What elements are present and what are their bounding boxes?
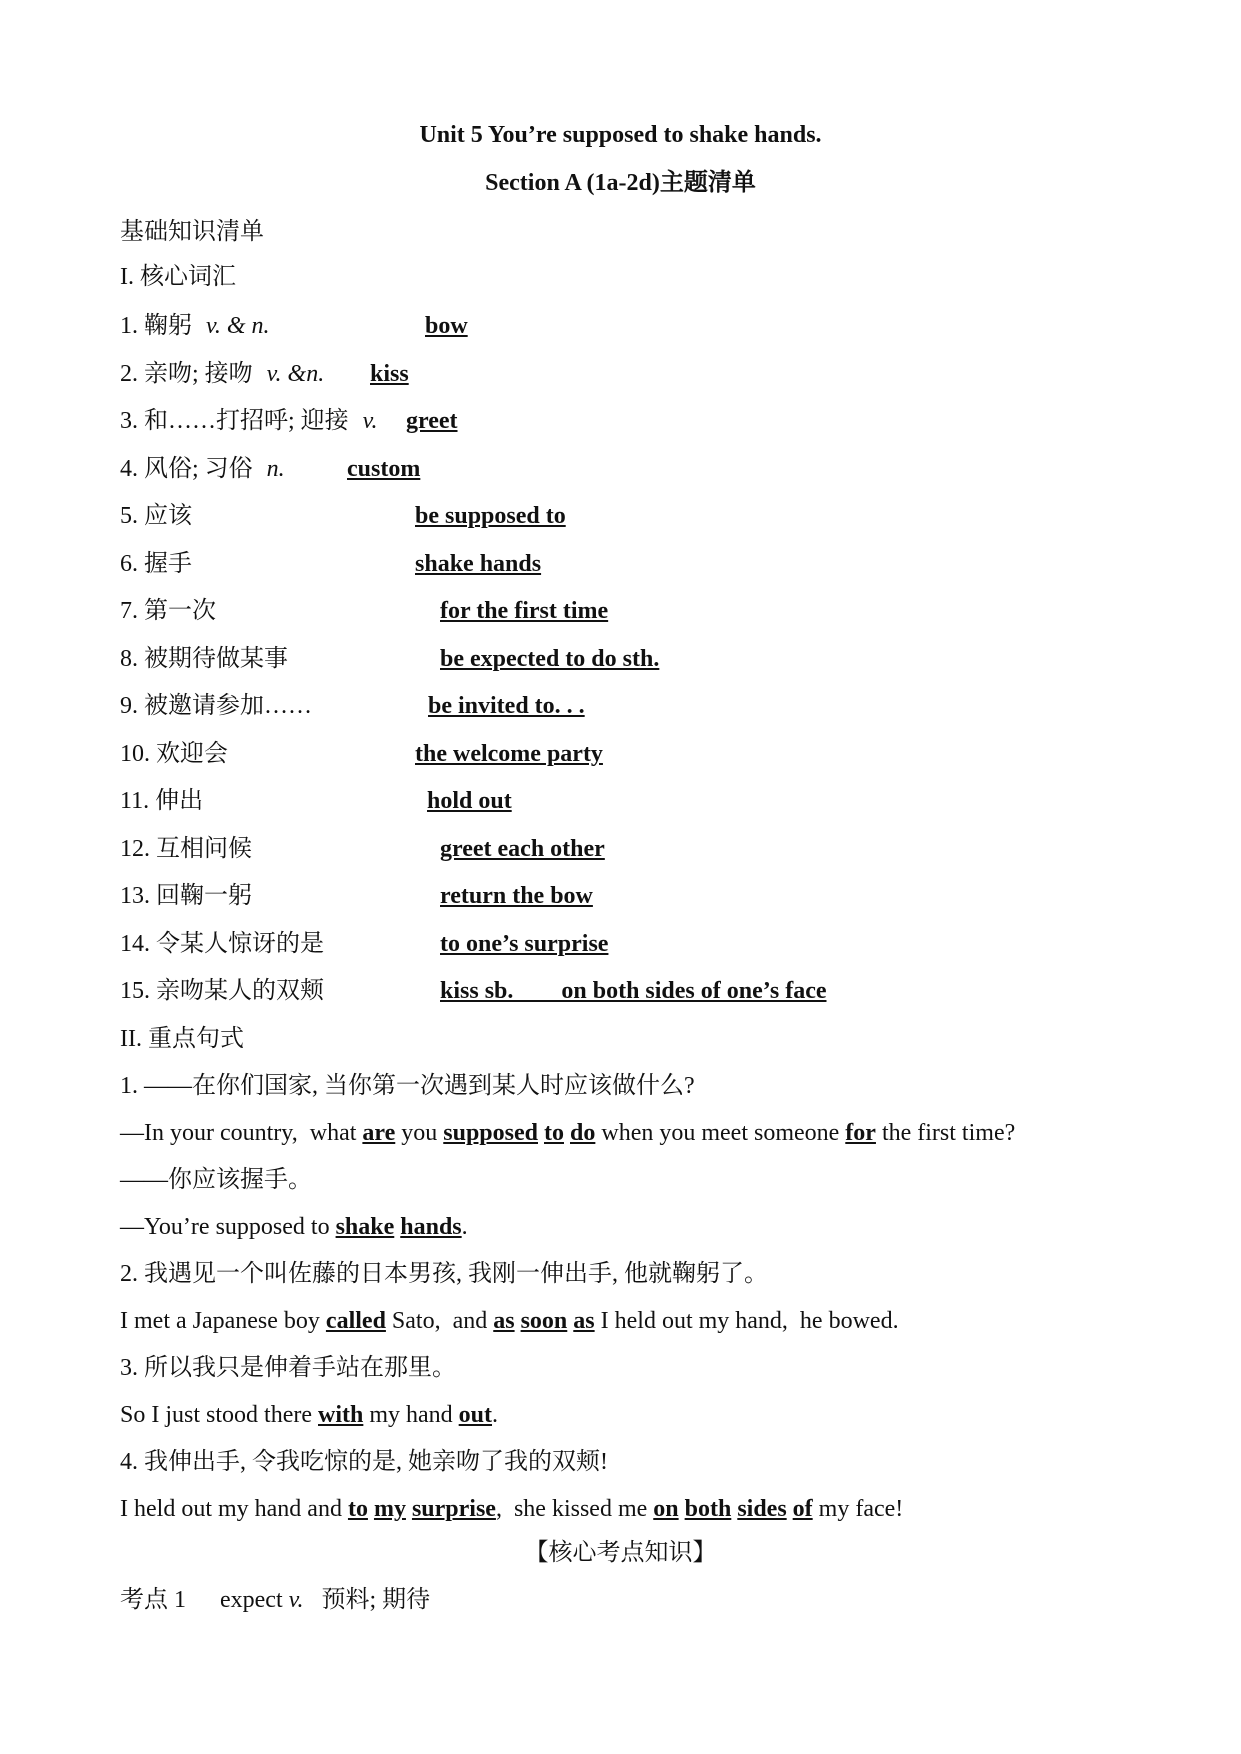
- vocab-chinese: 欢迎会: [156, 741, 228, 767]
- sentence-text: I met a Japanese boy: [120, 1308, 326, 1334]
- vocab-number: 15.: [120, 978, 156, 1004]
- vocab-answer: kiss: [370, 361, 409, 387]
- vocab-number: 11.: [120, 788, 156, 814]
- vocab-number: 2.: [120, 361, 144, 387]
- sentence-text: So I just stood there: [120, 1402, 318, 1428]
- answer-blank: both: [684, 1496, 732, 1522]
- vocab-answer: bow: [425, 313, 468, 339]
- vocab-number: 13.: [120, 883, 156, 909]
- vocab-chinese: 风俗; 习俗: [144, 456, 253, 482]
- vocab-answer: shake hands: [415, 551, 542, 577]
- answer-blank: as: [493, 1308, 515, 1334]
- answer-blank: on: [653, 1496, 679, 1522]
- answer-blank: my: [373, 1496, 406, 1522]
- sentence-text: my face!: [812, 1496, 904, 1522]
- answer-blank: of: [792, 1496, 813, 1522]
- answer-blank: to: [544, 1120, 564, 1146]
- vocab-part-of-speech: n.: [266, 456, 285, 482]
- vocab-answer: for the first time: [440, 598, 609, 624]
- vocab-item: [120, 739, 228, 769]
- vocab-heading: I. 核心词汇: [120, 264, 236, 290]
- page-title: Unit 5 You’re supposed to shake hands.: [419, 122, 822, 148]
- vocab-item: [120, 834, 252, 864]
- sentence-english: [120, 1212, 468, 1242]
- answer-blank: surprise: [411, 1496, 496, 1522]
- exam-point-1: [120, 1585, 430, 1615]
- vocab-answer: greet: [406, 408, 458, 434]
- answer-blank: sides: [737, 1496, 787, 1522]
- vocab-answer: return the bow: [440, 883, 593, 909]
- sentence-english: [120, 1306, 899, 1336]
- vocab-item: [120, 501, 192, 531]
- vocab-chinese: 亲吻; 接吻: [144, 361, 253, 387]
- vocab-number: 3.: [120, 408, 144, 434]
- vocab-answer: be expected to do sth.: [440, 646, 660, 672]
- sentence-chinese: ——你应该握手。: [120, 1167, 312, 1193]
- page-subtitle: Section A (1a-2d)主题清单: [485, 170, 756, 196]
- vocab-number: 6.: [120, 551, 144, 577]
- basic-knowledge-heading: 基础知识清单: [120, 219, 264, 245]
- core-points-heading: 【核心考点知识】: [524, 1540, 717, 1566]
- vocab-chinese: 应该: [144, 503, 192, 529]
- answer-blank: with: [318, 1402, 364, 1428]
- sentence-text: .: [461, 1214, 468, 1240]
- vocab-number: 5.: [120, 503, 144, 529]
- vocab-number: 10.: [120, 741, 156, 767]
- vocab-chinese: 鞠躬: [144, 313, 192, 339]
- vocab-answer: to one’s surprise: [440, 931, 609, 957]
- sentences-heading: II. 重点句式: [120, 1026, 244, 1052]
- vocab-part-of-speech: v. &n.: [266, 361, 325, 387]
- vocab-item: [120, 311, 270, 341]
- answer-blank: to: [347, 1496, 368, 1522]
- sentence-text: .: [492, 1402, 499, 1428]
- vocab-item: [120, 406, 378, 436]
- sentence-chinese: 2. 我遇见一个叫佐藤的日本男孩, 我刚一伸出手, 他就鞠躬了。: [120, 1261, 768, 1287]
- vocab-item: [120, 691, 312, 721]
- vocab-answer: be supposed to: [415, 503, 566, 529]
- vocab-answer: the welcome party: [415, 741, 603, 767]
- sentence-english: [120, 1400, 498, 1430]
- answer-blank: for: [845, 1120, 876, 1146]
- sentence-text: —You’re supposed to: [120, 1214, 336, 1240]
- vocab-chinese: 被邀请参加……: [144, 693, 312, 719]
- vocab-number: 14.: [120, 931, 156, 957]
- sentence-english: [120, 1118, 1015, 1148]
- vocab-chinese: 和……打招呼; 迎接: [144, 408, 349, 434]
- sentence-text: I held out my hand, he bowed.: [594, 1308, 899, 1334]
- vocab-number: 1.: [120, 313, 144, 339]
- answer-blank: out: [458, 1402, 493, 1428]
- vocab-chinese: 互相问候: [156, 836, 252, 862]
- exam-point-pos: v.: [288, 1587, 304, 1613]
- vocab-chinese: 伸出: [155, 788, 204, 814]
- vocab-answer: be invited to. . .: [428, 693, 585, 719]
- vocab-chinese: 第一次: [144, 598, 216, 624]
- vocab-part-of-speech: v. & n.: [206, 313, 270, 339]
- vocab-chinese: 被期待做某事: [144, 646, 288, 672]
- exam-point-label: 考点 1: [120, 1587, 186, 1613]
- sentence-text: Sato, and: [385, 1308, 494, 1334]
- answer-blank: as: [573, 1308, 595, 1334]
- exam-point-word: expect: [220, 1587, 283, 1613]
- answer-blank: soon: [520, 1308, 568, 1334]
- vocab-number: 12.: [120, 836, 156, 862]
- answer-blank: called: [325, 1308, 386, 1334]
- vocab-item: [120, 786, 203, 816]
- vocab-answer: hold out: [427, 788, 512, 814]
- vocab-chinese: 亲吻某人的双颊: [156, 978, 324, 1004]
- sentence-english: [120, 1494, 903, 1524]
- vocab-item: [120, 596, 216, 626]
- vocab-item: [120, 881, 252, 911]
- vocab-number: 7.: [120, 598, 144, 624]
- vocab-item: [120, 929, 324, 959]
- answer-blank: do: [570, 1120, 596, 1146]
- sentence-text: I held out my hand and: [120, 1496, 348, 1522]
- vocab-item: [120, 549, 192, 579]
- vocab-answer: greet each other: [440, 836, 605, 862]
- answer-blank: hands: [400, 1214, 462, 1240]
- vocab-number: 9.: [120, 693, 144, 719]
- vocab-item: [120, 644, 288, 674]
- answer-blank: shake: [335, 1214, 395, 1240]
- vocab-chinese: 回鞠一躬: [156, 883, 252, 909]
- vocab-number: 8.: [120, 646, 144, 672]
- sentence-chinese: 3. 所以我只是伸着手站在那里。: [120, 1355, 456, 1381]
- exam-point-meaning: 预料; 期待: [321, 1587, 431, 1613]
- sentence-text: when you meet someone: [595, 1120, 846, 1146]
- vocab-chinese: 令某人惊讶的是: [156, 931, 324, 957]
- vocab-item: [120, 454, 285, 484]
- sentence-text: —In your country, what: [120, 1120, 363, 1146]
- answer-blank: supposed: [443, 1120, 538, 1146]
- sentence-chinese: 4. 我伸出手, 令我吃惊的是, 她亲吻了我的双颊!: [120, 1449, 608, 1475]
- vocab-number: 4.: [120, 456, 144, 482]
- answer-blank: are: [362, 1120, 396, 1146]
- vocab-answer: kiss sb. on both sides of one’s face: [440, 978, 827, 1004]
- sentence-text: , she kissed me: [495, 1496, 654, 1522]
- sentence-chinese: 1. ——在你们国家, 当你第一次遇到某人时应该做什么?: [120, 1073, 695, 1099]
- vocab-item: [120, 359, 324, 389]
- vocab-chinese: 握手: [144, 551, 192, 577]
- vocab-item: [120, 976, 324, 1006]
- sentence-text: my hand: [363, 1402, 459, 1428]
- vocab-part-of-speech: v.: [362, 408, 378, 434]
- sentence-text: the first time?: [875, 1120, 1016, 1146]
- sentence-text: you: [395, 1120, 444, 1146]
- vocab-answer: custom: [347, 456, 421, 482]
